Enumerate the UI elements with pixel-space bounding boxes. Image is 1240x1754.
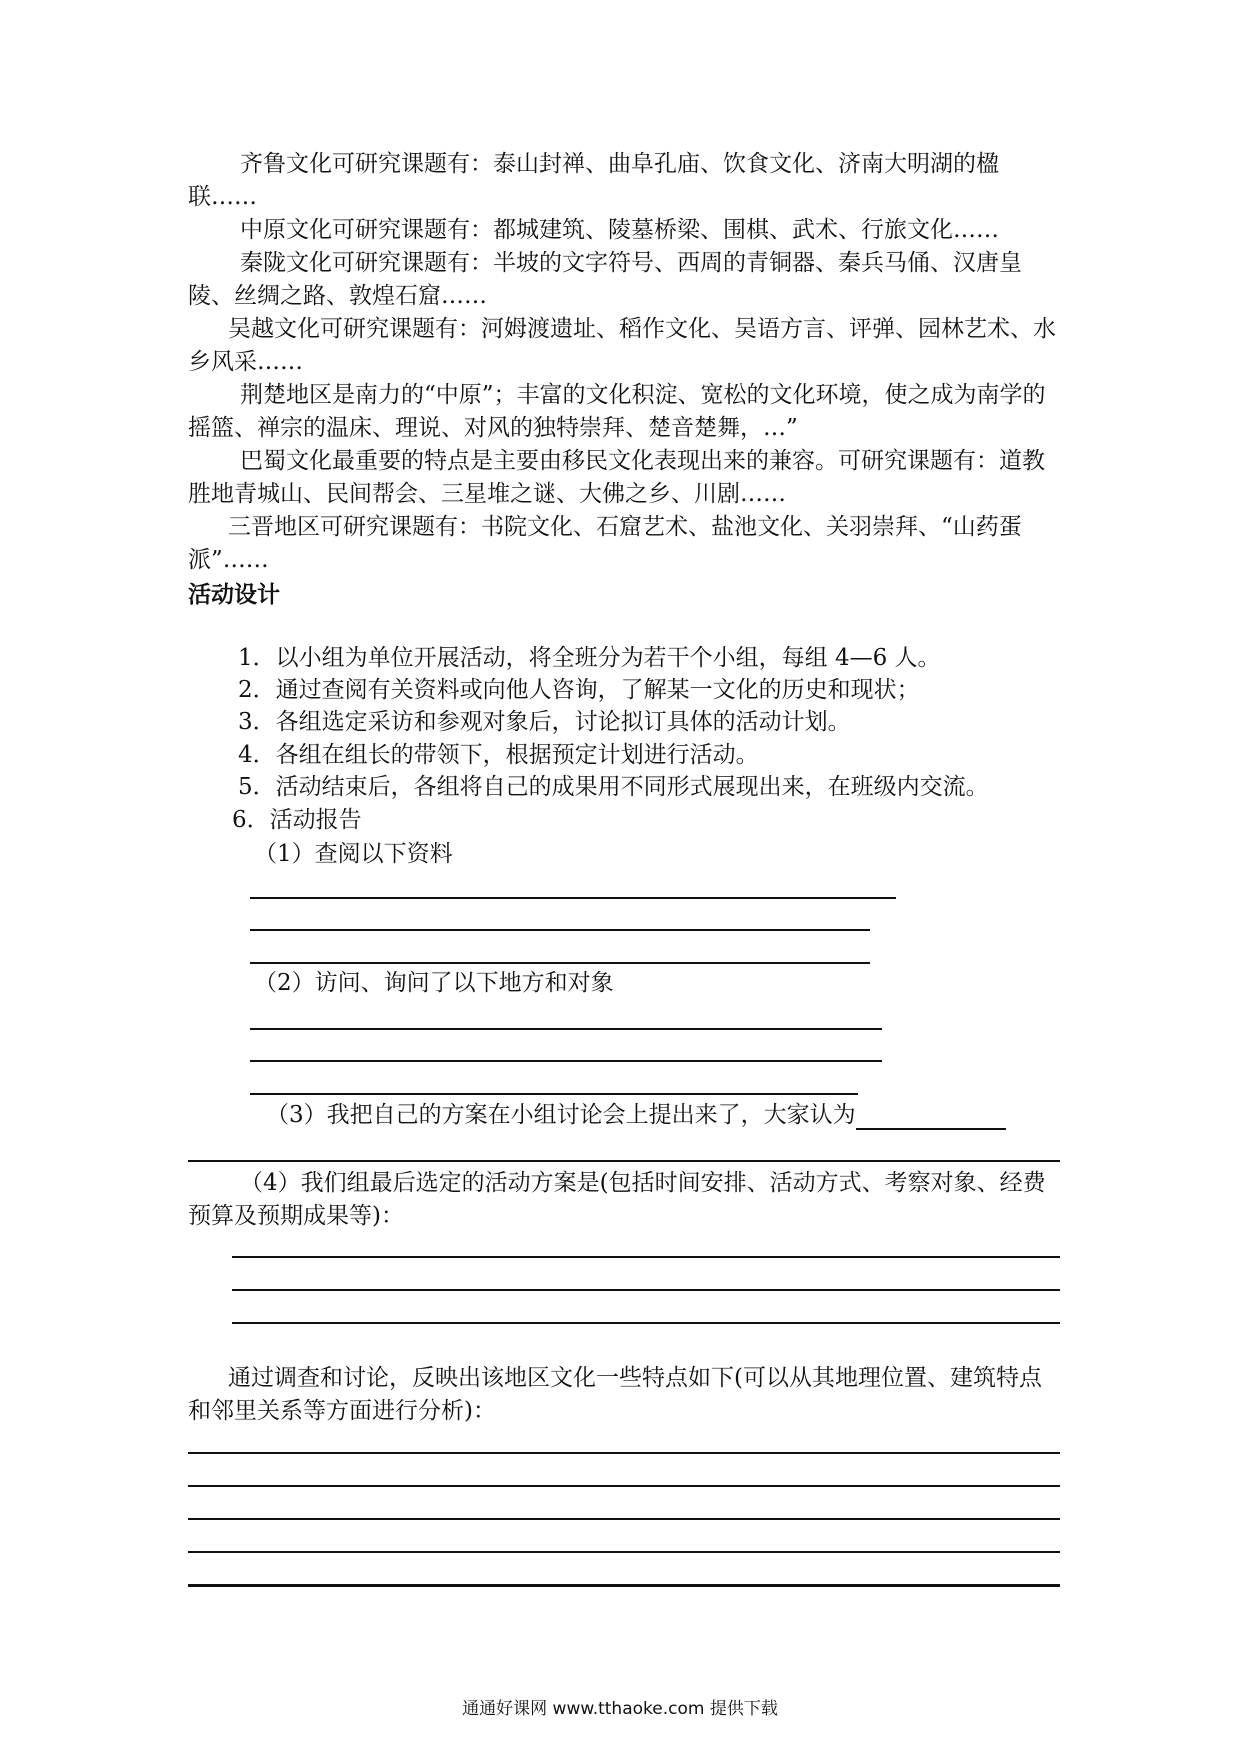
step-5: 5．活动结束后，各组将自己的成果用不同形式展现出来，在班级内交流。	[238, 774, 989, 800]
paragraph-jingchu: 荆楚地区是南力的“中原”；丰富的文化积淀、宽松的文化环境，使之成为南学的摇篮、禅宗的温床、理说、对风的独特崇拜、楚音楚舞，…”	[188, 382, 1046, 441]
step-2: 2．通过查阅有关资料或向他人咨询，了解某一文化的历史和现状；	[238, 677, 920, 703]
answer-line[interactable]	[250, 1028, 882, 1030]
answer-line[interactable]	[232, 1289, 1060, 1291]
answer-line[interactable]	[250, 1060, 882, 1062]
report-item-3	[266, 1100, 1006, 1130]
analysis-prompt: 通过调查和讨论，反映出该地区文化一些特点如下(可以从其地理位置、建筑特点和邻里关系等方面进行分析)：	[188, 1365, 1042, 1424]
answer-line[interactable]	[250, 1093, 858, 1095]
answer-line[interactable]	[232, 1322, 1060, 1324]
step-4: 4．各组在组长的带领下，根据预定计划进行活动。	[238, 742, 759, 768]
answer-line[interactable]	[188, 1485, 1060, 1487]
paragraph-wuyue: 吴越文化可研究课题有：河姆渡遗址、稻作文化、吴语方言、评弹、园林艺术、水乡风采……	[188, 316, 1056, 375]
step-3: 3．各组选定采访和参观对象后，讨论拟订具体的活动计划。	[238, 709, 851, 735]
report-item-3-text: （3）我把自己的方案在小组讨论会上提出来了，大家认为	[266, 1102, 856, 1128]
step-6: 6．活动报告	[232, 807, 362, 833]
report-item-4: （4）我们组最后选定的活动方案是(包括时间安排、活动方式、考察对象、经费预算及预期成果等)：	[188, 1170, 1046, 1229]
step-1: 1．以小组为单位开展活动，将全班分为若干个小组，每组 4—6 人。	[238, 645, 941, 671]
answer-line[interactable]	[250, 929, 870, 931]
answer-line[interactable]	[188, 1452, 1060, 1454]
paragraph-qinlong: 秦陇文化可研究课题有：半坡的文字符号、西周的青铜器、秦兵马俑、汉唐皇陵、丝绸之路、敦煌石窟……	[188, 250, 1022, 309]
answer-line[interactable]	[188, 1551, 1060, 1553]
paragraph-sanjin: 三晋地区可研究课题有：书院文化、石窟艺术、盐池文化、关羽崇拜、“山药蛋派”……	[188, 514, 1022, 573]
report-item-2: （2）访问、询问了以下地方和对象	[254, 970, 614, 996]
answer-line[interactable]	[232, 1256, 1060, 1258]
answer-line[interactable]	[250, 962, 870, 964]
paragraph-zhongyuan: 中原文化可研究课题有：都城建筑、陵墓桥梁、围棋、武术、行旅文化……	[240, 217, 999, 243]
answer-blank[interactable]	[856, 1104, 1006, 1130]
answer-line[interactable]	[250, 897, 896, 899]
paragraph-qilu: 齐鲁文化可研究课题有：泰山封禅、曲阜孔庙、饮食文化、济南大明湖的楹联……	[188, 151, 999, 210]
footer-text: 通通好课网 www.tthaoke.com 提供下载	[462, 1699, 778, 1719]
report-item-1: （1）查阅以下资料	[254, 841, 453, 867]
answer-line[interactable]	[188, 1160, 1060, 1162]
paragraph-bashu: 巴蜀文化最重要的特点是主要由移民文化表现出来的兼容。可研究课题有：道教胜地青城山、民间帮会、三星堆之谜、大佛之乡、川剧……	[188, 448, 1045, 507]
answer-line[interactable]	[188, 1584, 1060, 1587]
answer-line[interactable]	[188, 1518, 1060, 1520]
section-title: 活动设计	[188, 581, 280, 608]
